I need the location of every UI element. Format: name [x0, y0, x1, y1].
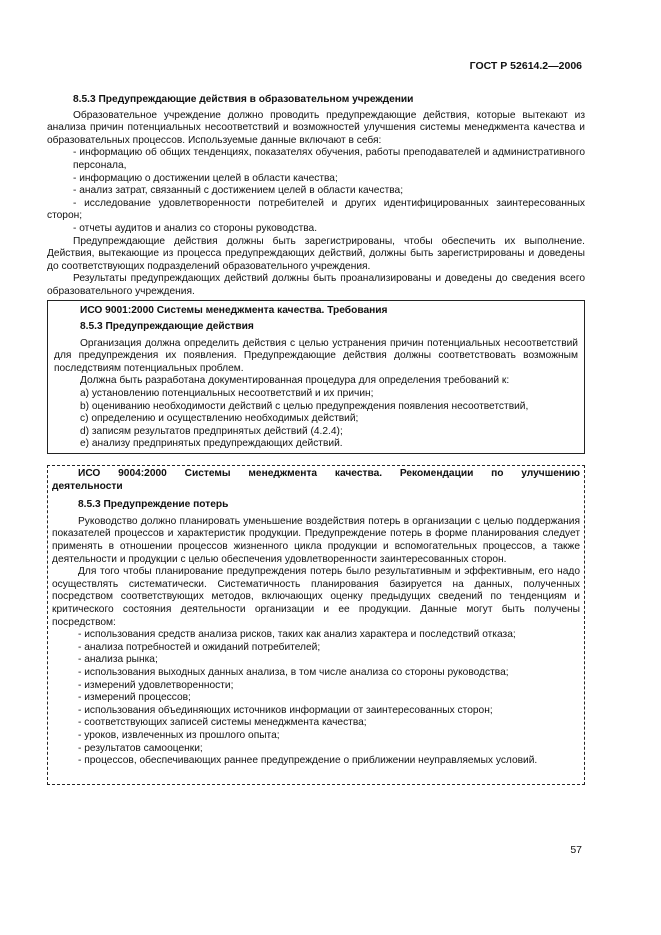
list-item: - анализа потребностей и ожиданий потребителей;: [78, 641, 321, 653]
iso9004-subheading: 8.5.3 Предупреждение потерь: [78, 499, 229, 511]
section-intro: Образовательное учреждение должно проводить предупреждающие действия, которые вытекают из анализа причин потенциальных несоответствий и возможностей улучшения системы менеджмента качества и образовательных процессов. Используемые данные включают в себя:: [47, 109, 585, 146]
list-item: - использования средств анализа рисков, таких как анализ характера и последствий отказа;: [78, 629, 516, 641]
iso9001-paragraph: Организация должна определить действия с целью устранения причин потенциальных несоответствий для предупреждения их появления. Предупреждающие действия должны соответствовать возможным последствиям потенциальных проблем.: [54, 337, 578, 374]
iso9001-subheading: 8.5.3 Предупреждающие действия: [80, 321, 254, 333]
list-item: e) анализу предпринятых предупреждающих действий.: [80, 438, 343, 450]
list-item: - анализа рынка;: [78, 654, 158, 666]
document-code: ГОСТ Р 52614.2—2006: [469, 60, 582, 72]
iso9004-quote-box: [47, 465, 585, 785]
iso9001-paragraph: Должна быть разработана документированная процедура для определения требований к:: [80, 375, 510, 387]
list-item: - исследование удовлетворенности потребителей и других идентифицированных заинтересованных сторон;: [47, 197, 585, 222]
list-item: - результатов самооценки;: [78, 742, 203, 754]
page-content: [47, 94, 585, 785]
iso9001-quote-box: [47, 300, 585, 455]
section-paragraph: Предупреждающие действия должны быть зарегистрированы, чтобы обеспечить их выполнение. Действия, вытекающие из процесса предупреждающих действий, должны быть зарегистрированы и доведены до соответствующих подразделений образовательного учреждения.: [47, 235, 585, 272]
list-item: - измерений удовлетворенности;: [78, 679, 234, 691]
list-item: - анализ затрат, связанный с достижением целей в области качества;: [73, 185, 404, 197]
section-paragraph: Результаты предупреждающих действий должны быть проанализированы и доведены до сведения всего образовательного учреждения.: [47, 273, 585, 297]
list-item: - информацию об общих тенденциях, показателях обучения, работы преподавателей и административного персонала,: [73, 147, 585, 171]
iso9004-heading-cont: деятельности: [52, 480, 123, 492]
iso9004-heading: ИСО 9004:2000 Системы менеджмента качества. Рекомендации по улучшению: [78, 468, 580, 480]
list-item: a) установлению потенциальных несоответствий и их причин;: [80, 388, 374, 400]
box-bottom-spacer: [52, 768, 580, 782]
iso9004-paragraph: Для того чтобы планирование предупреждения потерь было результативным и эффективным, его надо осуществлять систематически. Систематичность планирования базируется на данных, полученных посредством соответствующих методов, включающих оценку предыдущих сведений по тенденциям и критического состояния деятельности организации и ее продукции. Данные могут быть получены посредством:: [52, 566, 580, 628]
list-item: d) записям результатов предпринятых действий (4.2.4);: [80, 425, 343, 437]
page-number: 57: [570, 844, 582, 856]
list-item: c) определению и осуществлению необходимых действий;: [80, 413, 359, 425]
iso9001-heading: ИСО 9001:2000 Системы менеджмента качества. Требования: [80, 304, 388, 316]
list-item: - уроков, извлеченных из прошлого опыта;: [78, 729, 280, 741]
list-item: b) оцениванию необходимости действий с целью предупреждения появления несоответствий,: [80, 400, 529, 412]
list-item: - процессов, обеспечивающих раннее предупреждение о приближении неуправляемых условий.: [78, 755, 538, 767]
list-item: - использования объединяющих источников информации от заинтересованных сторон;: [78, 704, 493, 716]
section-title: 8.5.3 Предупреждающие действия в образовательном учреждении: [73, 94, 414, 105]
list-item: - использования выходных данных анализа, в том числе анализа со стороны руководства;: [78, 666, 509, 678]
list-item: - соответствующих записей системы менеджмента качества;: [78, 717, 367, 729]
list-item: - отчеты аудитов и анализ со стороны руководства.: [73, 222, 318, 234]
list-item: - измерений процессов;: [78, 692, 191, 704]
iso9004-paragraph: Руководство должно планировать уменьшение воздействия потерь в организации с целью поддержания показателей процессов и характеристик продукции. Предупреждение потерь в форме планирования следует применять в отношении процессов жизненного цикла продукции и вспомогательных процессов, а также деятельности и продукции с целью обеспечения удовлетворенности заинтересованных сторон.: [52, 515, 580, 565]
list-item: - информацию о достижении целей в области качества;: [73, 172, 338, 184]
